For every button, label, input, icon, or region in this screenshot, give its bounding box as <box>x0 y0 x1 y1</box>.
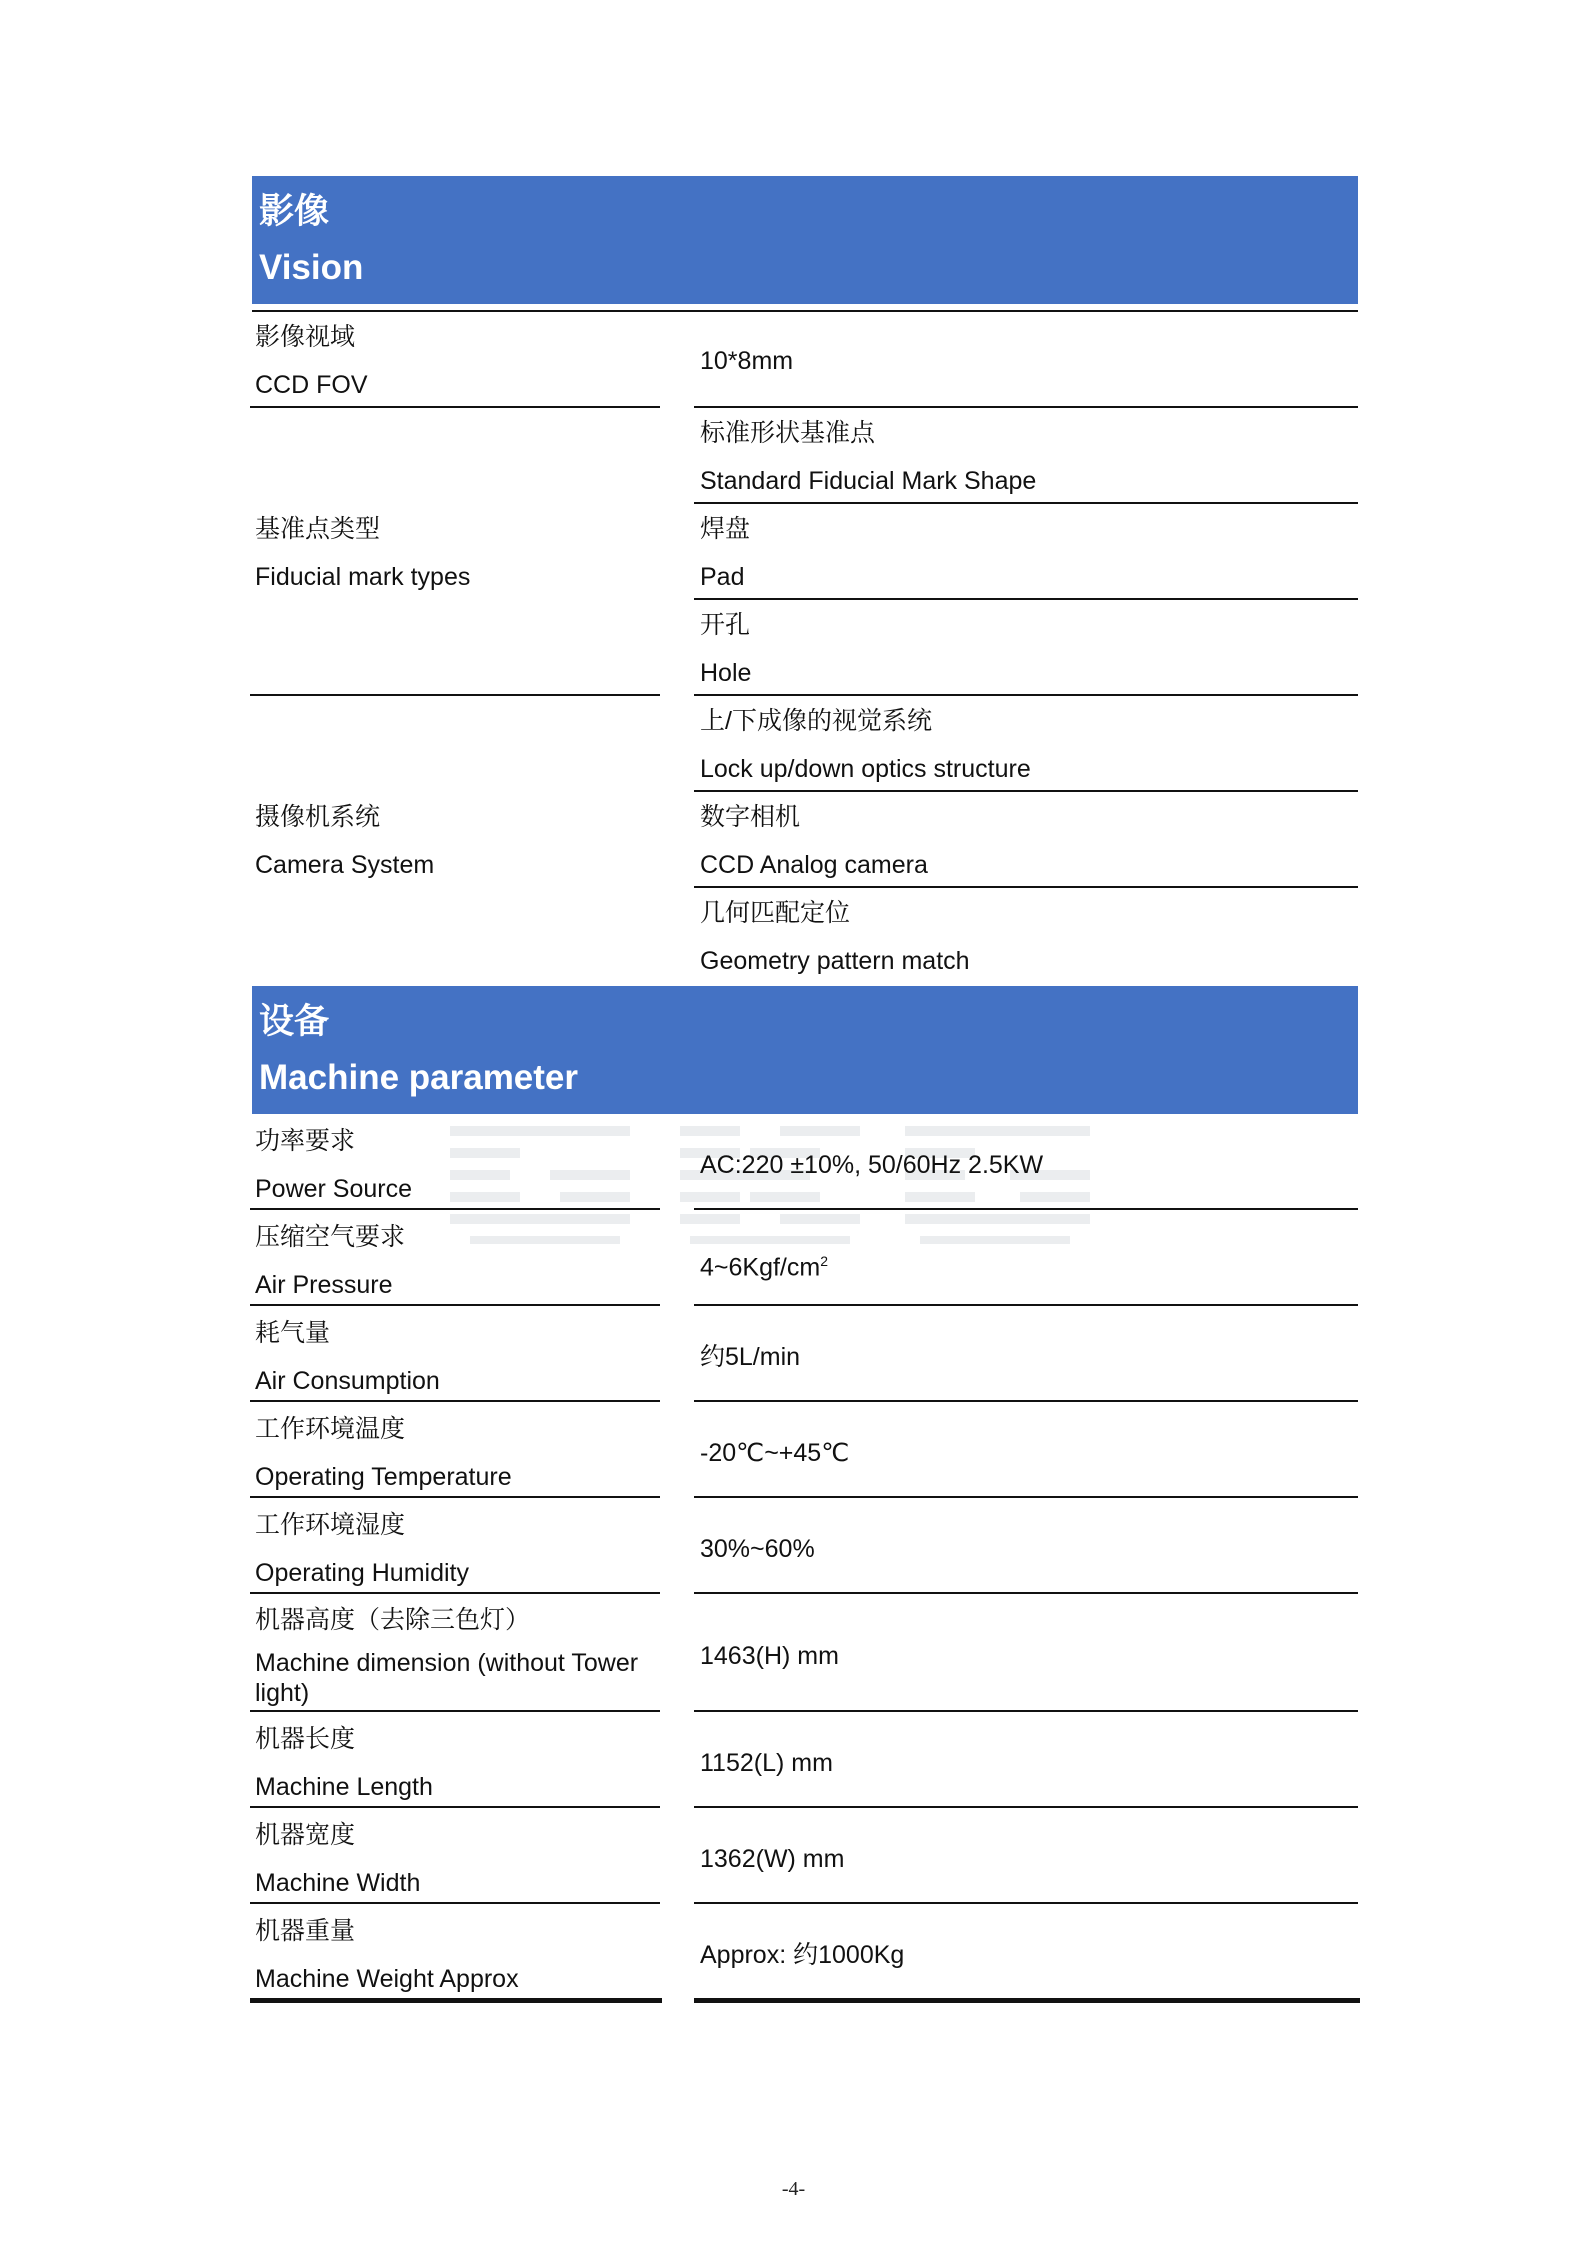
label-operating-humidity: 工作环境湿度 Operating Humidity <box>255 1511 469 1587</box>
label-machine-weight: 机器重量 Machine Weight Approx <box>255 1917 519 1993</box>
row-rule <box>250 1400 660 1402</box>
row-rule <box>694 502 1358 504</box>
row-rule <box>694 1902 1358 1904</box>
value-machine-width: 1362(W) mm <box>700 1845 845 1873</box>
value-machine-length: 1152(L) mm <box>700 1749 833 1777</box>
section-title-cn: 设备 <box>259 1002 330 1041</box>
row-rule <box>694 1400 1358 1402</box>
row-rule <box>250 1208 660 1210</box>
row-rule <box>250 1496 660 1498</box>
label-air-pressure: 压缩空气要求 Air Pressure <box>255 1223 406 1299</box>
camera-option: 几何匹配定位 Geometry pattern match <box>700 899 970 975</box>
camera-option: 数字相机 CCD Analog camera <box>700 803 928 879</box>
label-fiducial-mark-types: 基准点类型 Fiducial mark types <box>255 515 471 591</box>
label-camera-system: 摄像机系统 Camera System <box>255 803 435 879</box>
section-title-cn: 影像 <box>259 192 330 231</box>
table-bottom-rule <box>250 1998 662 2003</box>
value-machine-weight: Approx: 约1000Kg <box>700 1941 905 1969</box>
row-rule <box>694 1496 1358 1498</box>
row-rule <box>694 1806 1358 1808</box>
row-rule <box>250 1902 660 1904</box>
section-header-machine <box>252 986 1358 1114</box>
camera-option: 上/下成像的视觉系统 Lock up/down optics structure <box>700 707 1031 783</box>
section-title-en: Vision <box>259 248 364 287</box>
section-title-en: Machine parameter <box>259 1058 579 1097</box>
row-rule <box>694 886 1358 888</box>
fiducial-option: 标准形状基准点 Standard Fiducial Mark Shape <box>700 419 1037 495</box>
fiducial-option: 焊盘 Pad <box>700 515 751 591</box>
section-header-vision <box>252 176 1358 304</box>
value-operating-humidity: 30%~60% <box>700 1535 815 1563</box>
fiducial-option: 开孔 Hole <box>700 611 752 687</box>
value-ccd-fov: 10*8mm <box>700 347 794 375</box>
label-operating-temperature: 工作环境温度 Operating Temperature <box>255 1415 512 1491</box>
value-power-source: AC:220 ±10%, 50/60Hz 2.5KW <box>700 1151 1044 1179</box>
label-machine-width: 机器宽度 Machine Width <box>255 1821 421 1897</box>
row-rule <box>250 694 660 696</box>
value-operating-temperature: -20℃~+45℃ <box>700 1439 850 1467</box>
label-machine-length: 机器长度 Machine Length <box>255 1725 433 1801</box>
label-machine-dimension: 机器高度（去除三色灯） Machine dimension (without Tower light) <box>255 1606 639 1707</box>
page-number: -4- <box>781 2178 806 2200</box>
table-bottom-rule <box>694 1998 1360 2003</box>
row-rule <box>250 406 660 408</box>
row-rule <box>694 406 1358 408</box>
row-rule <box>250 1592 660 1594</box>
row-rule <box>694 1592 1358 1594</box>
header-rule <box>252 310 1358 312</box>
row-rule <box>694 694 1358 696</box>
row-rule <box>250 1806 660 1808</box>
row-rule <box>694 790 1358 792</box>
row-rule <box>250 1304 660 1306</box>
value-machine-dimension: 1463(H) mm <box>700 1642 839 1670</box>
label-air-consumption: 耗气量 Air Consumption <box>255 1319 440 1395</box>
label-ccd-fov: 影像视域 CCD FOV <box>255 323 368 399</box>
row-rule <box>694 1208 1358 1210</box>
row-rule <box>250 1710 660 1712</box>
label-power-source: 功率要求 Power Source <box>255 1127 413 1203</box>
row-rule <box>694 1710 1358 1712</box>
row-rule <box>694 598 1358 600</box>
value-air-pressure: $4\sim 6Kgf/cm^2$ <box>700 1253 828 1282</box>
value-air-consumption: 约5L/min <box>700 1343 801 1371</box>
row-rule <box>694 1304 1358 1306</box>
